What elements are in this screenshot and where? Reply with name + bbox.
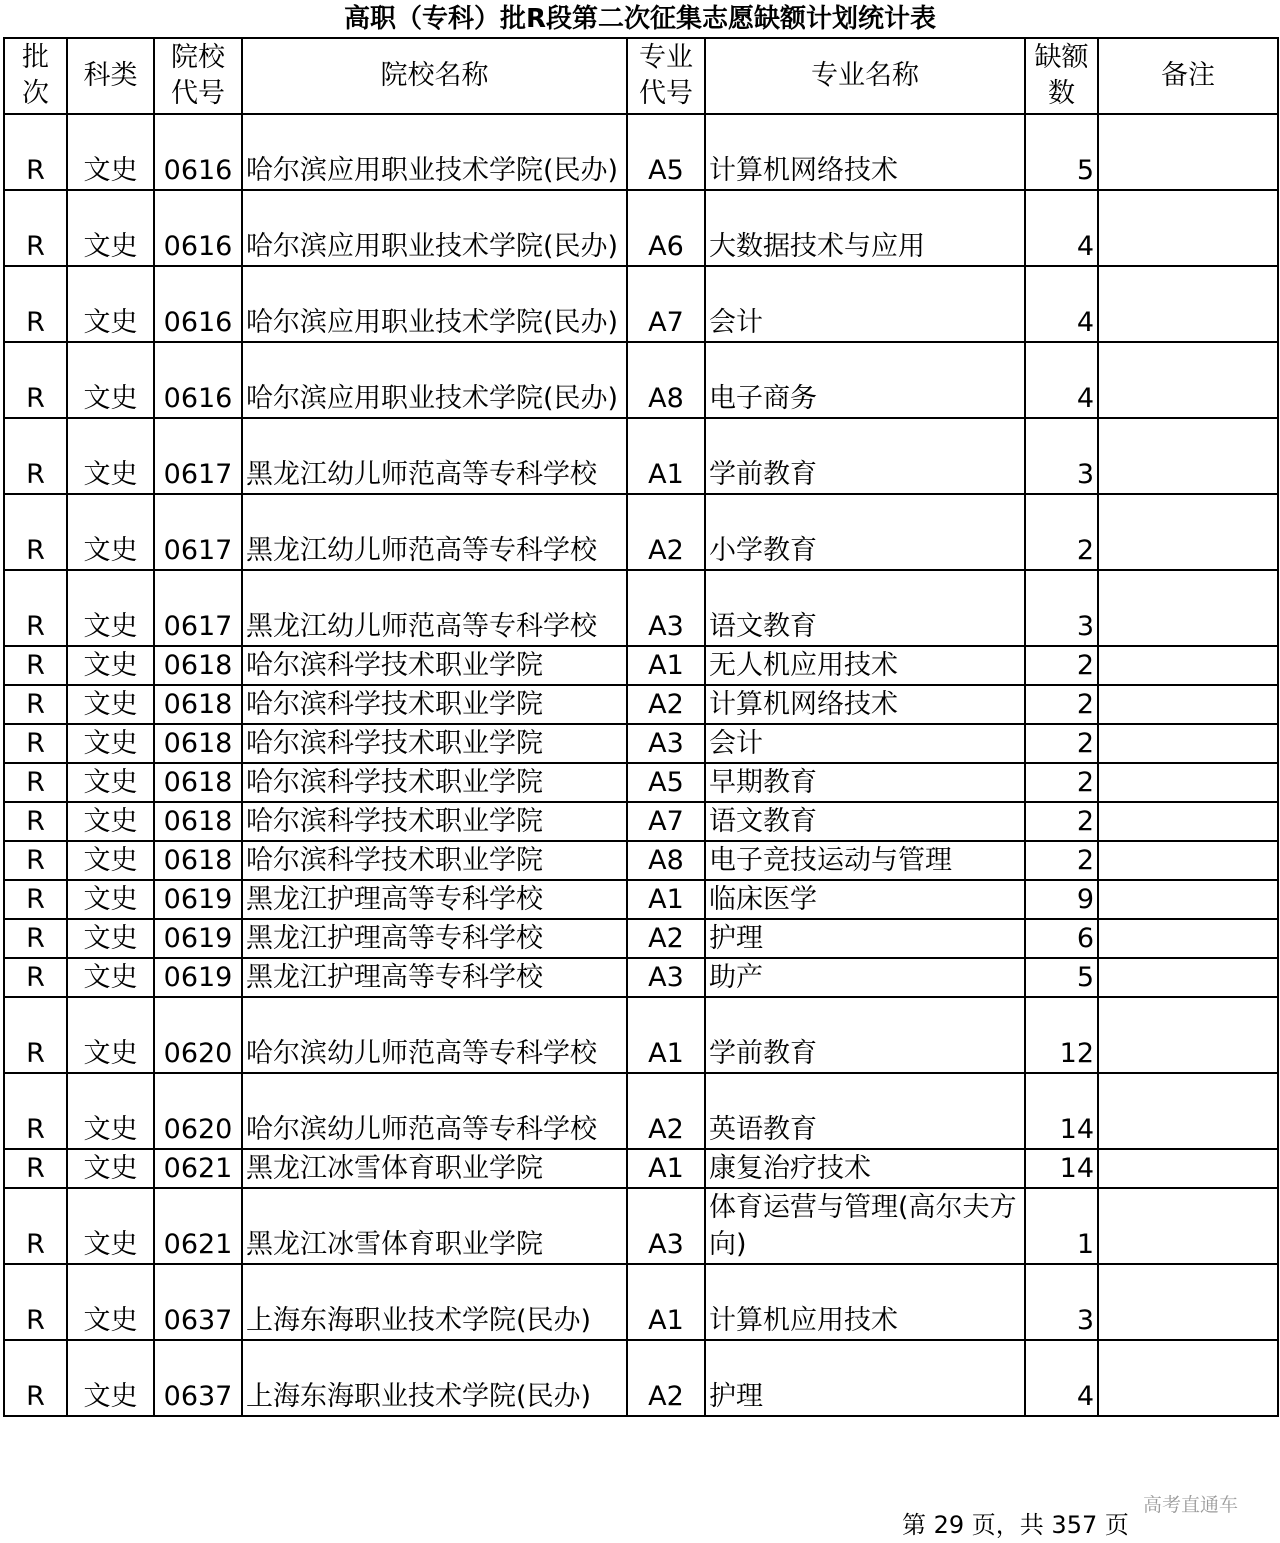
header-major-code: 专业代号: [627, 38, 705, 114]
cell-school-code: 0616: [154, 342, 242, 418]
cell-note: [1098, 190, 1278, 266]
table-row: [4, 997, 1278, 1073]
cell-note: [1098, 114, 1278, 190]
cell-gap: 4: [1025, 1340, 1098, 1416]
cell-school-code: 0617: [154, 494, 242, 570]
cell-school-name: 上海东海职业技术学院(民办): [242, 1340, 627, 1416]
cell-note: [1098, 724, 1278, 763]
cell-school-code: 0616: [154, 266, 242, 342]
cell-note: [1098, 958, 1278, 997]
cell-major-name: 无人机应用技术: [705, 646, 1025, 685]
cell-school-code: 0616: [154, 114, 242, 190]
cell-major-name: 语文教育: [705, 802, 1025, 841]
cell-school-code: 0619: [154, 958, 242, 997]
cell-school-name: 哈尔滨科学技术职业学院: [242, 841, 627, 880]
cell-gap: 4: [1025, 266, 1098, 342]
table-row: [4, 802, 1278, 841]
cell-category: 文史: [67, 763, 154, 802]
cell-major-code: A3: [627, 958, 705, 997]
cell-school-name: 黑龙江幼儿师范高等专科学校: [242, 418, 627, 494]
cell-school-code: 0621: [154, 1149, 242, 1188]
cell-note: [1098, 763, 1278, 802]
header-school-code: 院校代号: [154, 38, 242, 114]
cell-note: [1098, 997, 1278, 1073]
header-note: 备注: [1098, 38, 1278, 114]
cell-gap: 2: [1025, 763, 1098, 802]
cell-school-code: 0618: [154, 685, 242, 724]
cell-category: 文史: [67, 919, 154, 958]
table-row: [4, 418, 1278, 494]
cell-gap: 2: [1025, 646, 1098, 685]
plan-table: [3, 37, 1279, 1417]
cell-category: 文史: [67, 1340, 154, 1416]
cell-major-code: A1: [627, 646, 705, 685]
cell-school-code: 0621: [154, 1188, 242, 1264]
cell-gap: 2: [1025, 494, 1098, 570]
header-gap: 缺额数: [1025, 38, 1098, 114]
cell-batch: R: [4, 997, 67, 1073]
cell-gap: 2: [1025, 685, 1098, 724]
cell-school-name: 哈尔滨科学技术职业学院: [242, 802, 627, 841]
cell-batch: R: [4, 685, 67, 724]
table-row: [4, 1188, 1278, 1264]
cell-school-code: 0620: [154, 1073, 242, 1149]
cell-note: [1098, 1264, 1278, 1340]
cell-school-name: 黑龙江冰雪体育职业学院: [242, 1188, 627, 1264]
cell-batch: R: [4, 494, 67, 570]
cell-note: [1098, 1188, 1278, 1264]
cell-category: 文史: [67, 841, 154, 880]
cell-major-name: 学前教育: [705, 418, 1025, 494]
cell-batch: R: [4, 919, 67, 958]
cell-gap: 5: [1025, 958, 1098, 997]
table-row: [4, 919, 1278, 958]
cell-major-name: 会计: [705, 724, 1025, 763]
cell-gap: 3: [1025, 570, 1098, 646]
cell-major-code: A1: [627, 997, 705, 1073]
cell-major-name: 护理: [705, 919, 1025, 958]
cell-category: 文史: [67, 418, 154, 494]
cell-batch: R: [4, 1073, 67, 1149]
cell-note: [1098, 494, 1278, 570]
cell-school-code: 0618: [154, 763, 242, 802]
table-body: [4, 114, 1278, 1416]
cell-school-name: 哈尔滨幼儿师范高等专科学校: [242, 997, 627, 1073]
cell-major-code: A2: [627, 685, 705, 724]
cell-batch: R: [4, 190, 67, 266]
cell-gap: 9: [1025, 880, 1098, 919]
cell-major-code: A1: [627, 418, 705, 494]
header-category: 科类: [67, 38, 154, 114]
table-row: [4, 190, 1278, 266]
cell-school-name: 黑龙江冰雪体育职业学院: [242, 1149, 627, 1188]
cell-school-name: 哈尔滨应用职业技术学院(民办): [242, 114, 627, 190]
cell-batch: R: [4, 958, 67, 997]
cell-major-name: 早期教育: [705, 763, 1025, 802]
cell-major-name: 会计: [705, 266, 1025, 342]
cell-school-name: 哈尔滨科学技术职业学院: [242, 646, 627, 685]
cell-category: 文史: [67, 1264, 154, 1340]
cell-category: 文史: [67, 958, 154, 997]
cell-category: 文史: [67, 997, 154, 1073]
cell-school-name: 黑龙江护理高等专科学校: [242, 919, 627, 958]
cell-batch: R: [4, 114, 67, 190]
header-school-name: 院校名称: [242, 38, 627, 114]
cell-school-code: 0618: [154, 802, 242, 841]
cell-major-name: 康复治疗技术: [705, 1149, 1025, 1188]
cell-major-name: 语文教育: [705, 570, 1025, 646]
cell-school-code: 0618: [154, 724, 242, 763]
cell-category: 文史: [67, 1188, 154, 1264]
cell-note: [1098, 802, 1278, 841]
cell-note: [1098, 880, 1278, 919]
cell-category: 文史: [67, 646, 154, 685]
cell-category: 文史: [67, 802, 154, 841]
cell-batch: R: [4, 570, 67, 646]
table-row: [4, 841, 1278, 880]
cell-school-name: 黑龙江幼儿师范高等专科学校: [242, 570, 627, 646]
cell-note: [1098, 685, 1278, 724]
table-row: [4, 880, 1278, 919]
cell-school-code: 0637: [154, 1340, 242, 1416]
table-row: [4, 494, 1278, 570]
cell-batch: R: [4, 1340, 67, 1416]
header-batch: 批次: [4, 38, 67, 114]
table-row: [4, 763, 1278, 802]
cell-batch: R: [4, 646, 67, 685]
cell-major-name: 电子竞技运动与管理: [705, 841, 1025, 880]
cell-batch: R: [4, 418, 67, 494]
cell-school-code: 0620: [154, 997, 242, 1073]
cell-gap: 3: [1025, 418, 1098, 494]
cell-major-code: A6: [627, 190, 705, 266]
cell-school-name: 哈尔滨应用职业技术学院(民办): [242, 266, 627, 342]
cell-batch: R: [4, 266, 67, 342]
cell-major-code: A2: [627, 1073, 705, 1149]
cell-category: 文史: [67, 114, 154, 190]
cell-major-name: 电子商务: [705, 342, 1025, 418]
cell-note: [1098, 919, 1278, 958]
table-row: [4, 114, 1278, 190]
cell-note: [1098, 1073, 1278, 1149]
table-row: [4, 1340, 1278, 1416]
cell-batch: R: [4, 880, 67, 919]
cell-note: [1098, 1340, 1278, 1416]
cell-category: 文史: [67, 190, 154, 266]
cell-major-code: A8: [627, 841, 705, 880]
cell-major-name: 学前教育: [705, 997, 1025, 1073]
cell-major-code: A3: [627, 570, 705, 646]
cell-major-code: A5: [627, 114, 705, 190]
cell-major-code: A1: [627, 1149, 705, 1188]
cell-gap: 14: [1025, 1073, 1098, 1149]
cell-note: [1098, 570, 1278, 646]
cell-major-name: 计算机网络技术: [705, 685, 1025, 724]
table-row: [4, 342, 1278, 418]
cell-gap: 2: [1025, 724, 1098, 763]
cell-gap: 12: [1025, 997, 1098, 1073]
cell-school-code: 0637: [154, 1264, 242, 1340]
cell-category: 文史: [67, 1149, 154, 1188]
cell-category: 文史: [67, 494, 154, 570]
cell-major-name: 临床医学: [705, 880, 1025, 919]
cell-major-code: A7: [627, 802, 705, 841]
cell-school-name: 哈尔滨科学技术职业学院: [242, 763, 627, 802]
cell-batch: R: [4, 802, 67, 841]
cell-major-code: A7: [627, 266, 705, 342]
cell-major-name: 英语教育: [705, 1073, 1025, 1149]
cell-major-code: A2: [627, 919, 705, 958]
cell-batch: R: [4, 1188, 67, 1264]
cell-note: [1098, 266, 1278, 342]
cell-gap: 3: [1025, 1264, 1098, 1340]
cell-note: [1098, 646, 1278, 685]
table-row: [4, 1073, 1278, 1149]
cell-batch: R: [4, 342, 67, 418]
cell-category: 文史: [67, 724, 154, 763]
cell-batch: R: [4, 1264, 67, 1340]
cell-major-name: 计算机应用技术: [705, 1264, 1025, 1340]
cell-note: [1098, 342, 1278, 418]
table-row: [4, 724, 1278, 763]
header-major-name: 专业名称: [705, 38, 1025, 114]
cell-category: 文史: [67, 685, 154, 724]
cell-gap: 4: [1025, 190, 1098, 266]
cell-school-name: 哈尔滨应用职业技术学院(民办): [242, 342, 627, 418]
cell-major-code: A2: [627, 494, 705, 570]
cell-major-code: A1: [627, 880, 705, 919]
cell-school-name: 上海东海职业技术学院(民办): [242, 1264, 627, 1340]
cell-major-name: 体育运营与管理(高尔夫方向): [705, 1188, 1025, 1264]
cell-school-code: 0616: [154, 190, 242, 266]
table-row: [4, 570, 1278, 646]
cell-major-name: 小学教育: [705, 494, 1025, 570]
cell-category: 文史: [67, 1073, 154, 1149]
cell-major-name: 护理: [705, 1340, 1025, 1416]
cell-batch: R: [4, 724, 67, 763]
table-row: [4, 266, 1278, 342]
table-header: [4, 38, 1278, 114]
cell-school-code: 0618: [154, 646, 242, 685]
cell-gap: 1: [1025, 1188, 1098, 1264]
cell-category: 文史: [67, 342, 154, 418]
cell-school-code: 0619: [154, 919, 242, 958]
table-row: [4, 1264, 1278, 1340]
cell-major-code: A2: [627, 1340, 705, 1416]
cell-category: 文史: [67, 880, 154, 919]
table-row: [4, 685, 1278, 724]
cell-major-code: A1: [627, 1264, 705, 1340]
cell-school-name: 哈尔滨科学技术职业学院: [242, 685, 627, 724]
cell-gap: 2: [1025, 841, 1098, 880]
cell-gap: 2: [1025, 802, 1098, 841]
cell-major-code: A8: [627, 342, 705, 418]
cell-note: [1098, 1149, 1278, 1188]
cell-category: 文史: [67, 570, 154, 646]
watermark-text: 高考直通车: [1143, 1494, 1239, 1516]
cell-major-code: A5: [627, 763, 705, 802]
cell-batch: R: [4, 1149, 67, 1188]
cell-school-name: 哈尔滨科学技术职业学院: [242, 724, 627, 763]
cell-gap: 14: [1025, 1149, 1098, 1188]
page-number: 第 29 页，共 357 页: [902, 1511, 1129, 1539]
cell-school-name: 黑龙江护理高等专科学校: [242, 958, 627, 997]
cell-school-name: 哈尔滨幼儿师范高等专科学校: [242, 1073, 627, 1149]
cell-category: 文史: [67, 266, 154, 342]
table-row: [4, 1149, 1278, 1188]
cell-batch: R: [4, 841, 67, 880]
cell-major-name: 大数据技术与应用: [705, 190, 1025, 266]
table-row: [4, 958, 1278, 997]
cell-major-code: A3: [627, 1188, 705, 1264]
cell-batch: R: [4, 763, 67, 802]
cell-school-code: 0617: [154, 570, 242, 646]
table-row: [4, 646, 1278, 685]
cell-gap: 5: [1025, 114, 1098, 190]
cell-school-code: 0617: [154, 418, 242, 494]
cell-note: [1098, 418, 1278, 494]
cell-major-name: 助产: [705, 958, 1025, 997]
cell-school-name: 黑龙江幼儿师范高等专科学校: [242, 494, 627, 570]
document-title: 高职（专科）批R段第二次征集志愿缺额计划统计表: [343, 4, 937, 34]
cell-note: [1098, 841, 1278, 880]
cell-school-name: 黑龙江护理高等专科学校: [242, 880, 627, 919]
cell-gap: 4: [1025, 342, 1098, 418]
cell-school-code: 0618: [154, 841, 242, 880]
cell-major-code: A3: [627, 724, 705, 763]
cell-school-name: 哈尔滨应用职业技术学院(民办): [242, 190, 627, 266]
cell-school-code: 0619: [154, 880, 242, 919]
cell-gap: 6: [1025, 919, 1098, 958]
cell-major-name: 计算机网络技术: [705, 114, 1025, 190]
